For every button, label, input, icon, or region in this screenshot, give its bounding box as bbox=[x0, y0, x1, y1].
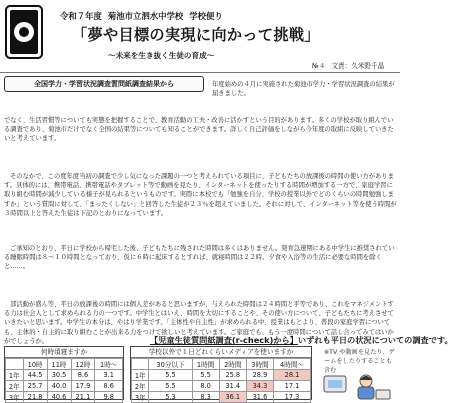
paragraph-5: 部活動が盛ん等、平日の放課後の時間には個人差があると思いますが、与えられた時間は２４時間と平等であり、これをマネジメントする力は社会人として求められる力の一つです。中学生とはいえ、時間を大切にすることや、その使い方について、子どもたちに考えさせていきたいと思います。中学生の本分は、やはり学業です。「主体性や自主性」が求められる中、授業はもとより、普段の家庭学習についても、主体的・自主的に取り組むことが出来る力をつけて欲しいと考えています。ご家庭でも、もう一度時間について話し合ってみてはいかがでしょうか。 bbox=[4, 301, 394, 345]
divider bbox=[0, 72, 400, 73]
table-cell: 17.1 bbox=[274, 381, 311, 392]
table-cell: 21.8 bbox=[23, 392, 47, 403]
survey-label: 【児童生徒質問紙調査(r-check)から】 bbox=[150, 335, 298, 345]
table-row bbox=[6, 381, 123, 392]
survey-heading bbox=[150, 335, 453, 346]
table-header: 4時間～ bbox=[274, 359, 311, 370]
table-row bbox=[132, 381, 311, 392]
section-heading: 全国学力・学習状況調査質問紙調査結果から bbox=[4, 76, 204, 92]
table-cell: 8.6 bbox=[71, 370, 95, 381]
header-line bbox=[60, 10, 229, 22]
media-usage-table bbox=[130, 346, 312, 400]
table-cell: 3.1 bbox=[95, 370, 123, 381]
author: 文責：久米野千晶 bbox=[331, 62, 385, 70]
table-header: 1時間 bbox=[192, 359, 219, 370]
table-row bbox=[132, 370, 311, 381]
table-cell: 9.8 bbox=[95, 392, 123, 403]
table-cell: 5.5 bbox=[192, 370, 219, 381]
table-header: 30分以下 bbox=[149, 359, 192, 370]
table-header-row bbox=[6, 359, 123, 370]
table-header: 2時間 bbox=[219, 359, 246, 370]
table-row bbox=[132, 392, 311, 403]
grade-cell: 3年 bbox=[6, 392, 24, 403]
table-cell: 21.1 bbox=[71, 392, 95, 403]
table-cell: 40.6 bbox=[47, 392, 71, 403]
table-header-row bbox=[132, 359, 311, 370]
table-header: 3時間 bbox=[246, 359, 273, 370]
sleep-table bbox=[5, 358, 123, 403]
grade-cell: 1年 bbox=[6, 370, 24, 381]
table-cell: 31.6 bbox=[246, 392, 273, 403]
table-header: 1時～ bbox=[95, 359, 123, 370]
grade-cell: 2年 bbox=[6, 381, 24, 392]
table-cell: 28.9 bbox=[246, 370, 273, 381]
table-cell: 25.8 bbox=[219, 370, 246, 381]
school-logo bbox=[4, 4, 44, 60]
sleep-table-title: 何時頃寝ますか bbox=[5, 347, 123, 358]
student-illustration bbox=[318, 372, 394, 400]
page-title: 「夢や目標の実現に向かって挑戦」 bbox=[72, 26, 320, 44]
school-name: 菊池市立泗水中学校 bbox=[107, 11, 184, 21]
sleep-time-table bbox=[4, 346, 124, 400]
issue-info bbox=[312, 60, 390, 70]
paragraph-2: でなく、生活習慣等についても実態を把握することで、教育活動の工夫・改善に活かすという目的があります。多くの学校が取り組んでいる調査であり、菊池市だけでなく全国の結果等についても知ることができます。詳しく自己評価をしながら今年度の取組に反映していきたいと考えています。 bbox=[4, 117, 394, 143]
media-note: ※TV や動画を見たり、ゲームをしたりすることも含む bbox=[324, 349, 395, 374]
issue-number: №４ bbox=[312, 62, 326, 70]
table-cell: 5.3 bbox=[149, 392, 192, 403]
paragraph-3: そのなかで、この度年度当初の調査で少し気になった課題の一つと考えられている項目に、子どもたちの放課後の時間の使い方があります。具体的には、携帯電話、携帯電話やタブレット等で動画を見たり、インターネットを使ったりする時間が増加する一方で、家庭学習に取り組む時間が減少している様子が見られるというものです。実際に本校でも「勉強を自分、学校の授業以外でどのくらいの時間勉強しますか」という質問に対して、「まったくしない」と回答した生徒が２３％を超えていました。それに対して、インターネット等を使う時間が３時間以上と答えた生徒は下記のとおりになっています。 bbox=[4, 173, 397, 217]
table-cell: 5.5 bbox=[149, 381, 192, 392]
survey-title: いずれも平日の状況についての調査です。 bbox=[297, 335, 453, 345]
table-cell: 25.7 bbox=[23, 381, 47, 392]
table-header: 11時 bbox=[47, 359, 71, 370]
table-cell: 5.5 bbox=[149, 370, 192, 381]
table-cell: 17.3 bbox=[274, 392, 311, 403]
table-header: 12時 bbox=[71, 359, 95, 370]
media-table-title: 学校以外で１日どれくらいメディアを使いますか bbox=[131, 347, 311, 358]
table-header: 10時 bbox=[23, 359, 47, 370]
table-row bbox=[6, 370, 123, 381]
table-cell: 30.5 bbox=[47, 370, 71, 381]
paragraph-1: 年度始めの４月に実施された菊池市学力・学習状況調査の結果が届きました。 bbox=[212, 81, 395, 98]
table-cell: 8.3 bbox=[192, 392, 219, 403]
grade-cell: 3年 bbox=[132, 392, 149, 403]
table-row bbox=[6, 392, 123, 403]
table-cell: 40.0 bbox=[47, 381, 71, 392]
grade-cell: 1年 bbox=[132, 370, 149, 381]
paragraph-4: ご承知のとおり、平日に学校から帰宅した後、子どもたちに残された時間は多くはありません。発育急速期にある中学生に推奨されている睡眠時間は８～１０時間となっており、仮に６時に起床するとすれば、就寝時間は２２時。夕食や入浴等の生活に必要な時間を除くと……。 bbox=[4, 245, 395, 271]
table-cell: 44.5 bbox=[23, 370, 47, 381]
table-header bbox=[132, 359, 149, 370]
table-cell: 31.4 bbox=[219, 381, 246, 392]
bulletin-label: 学校便り bbox=[189, 11, 223, 21]
school-year: 令和７年度 bbox=[60, 11, 102, 21]
table-cell: 8.0 bbox=[192, 381, 219, 392]
table-cell-highlight: 28.1 bbox=[274, 370, 311, 381]
table-header bbox=[6, 359, 24, 370]
media-table bbox=[131, 358, 311, 403]
table-cell: 8.6 bbox=[95, 381, 123, 392]
table-cell-highlight: 34.3 bbox=[246, 381, 273, 392]
table-cell-highlight: 36.1 bbox=[219, 392, 246, 403]
grade-cell: 2年 bbox=[132, 381, 149, 392]
page-subtitle: ～未来を生き抜く生徒の育成～ bbox=[108, 51, 215, 60]
table-cell: 17.9 bbox=[71, 381, 95, 392]
